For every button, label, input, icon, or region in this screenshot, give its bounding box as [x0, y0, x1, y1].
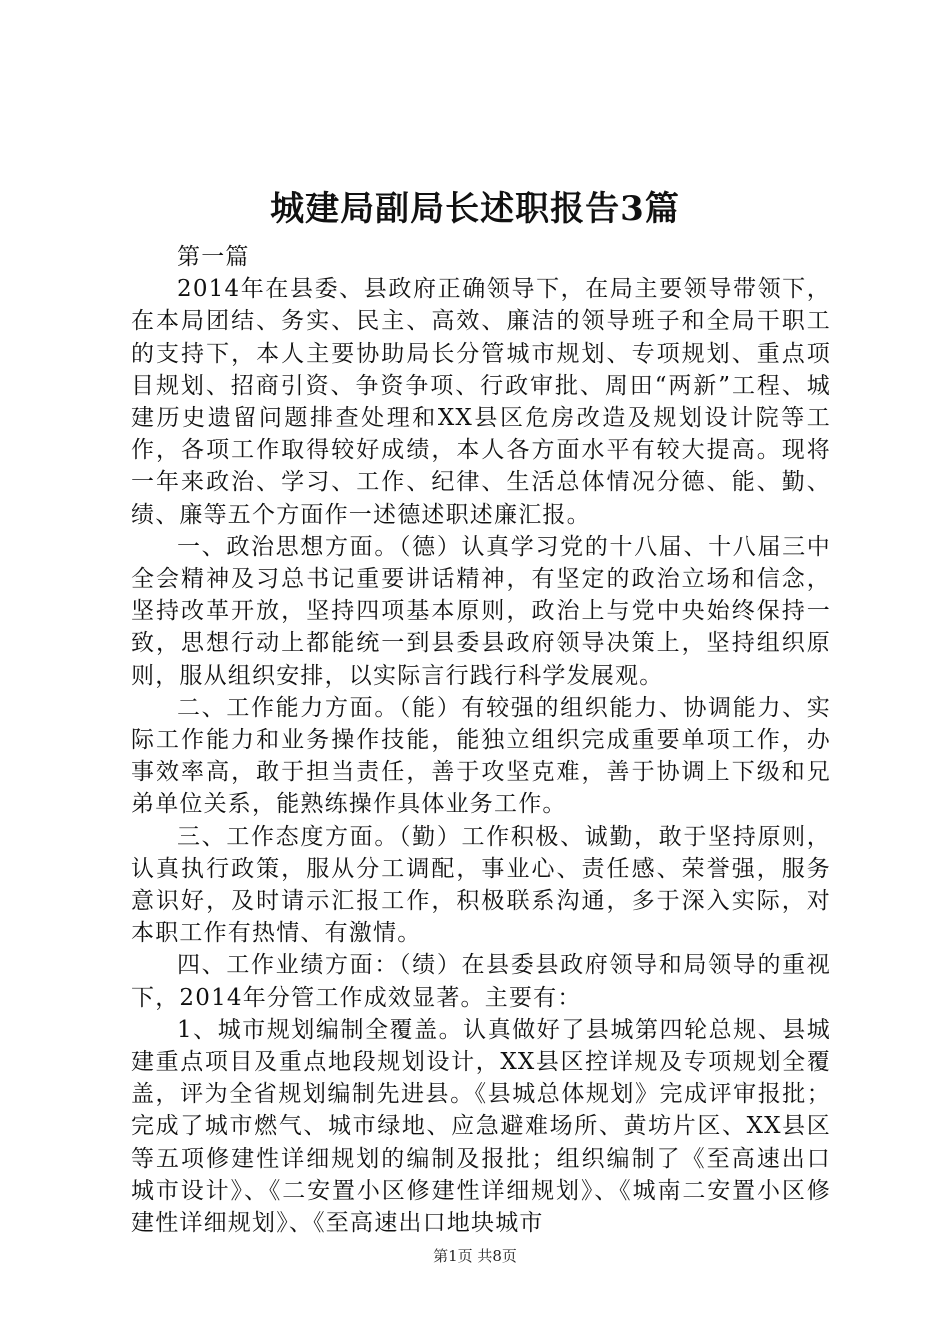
paragraph-attitude: 三、工作态度方面。（勤）工作积极、诚勤，敢于坚持原则，认真执行政策，服从分工调配，事业心、责任感、荣誉强，服务意识好，及时请示汇报工作，积极联系沟通，多于深入实际，对本职工作有热情、有激情。: [131, 823, 831, 947]
paragraph-intro: 2014年在县委、县政府正确领导下，在局主要领导带领下，在本局团结、务实、民主、高效、廉洁的领导班子和全局干职工的支持下，本人主要协助局长分管城市规划、专项规划、重点项目规划、招商引资、争资争项、行政审批、周田“两新”工程、城建历史遗留问题排查处理和XX县区危房改造及规划设计院等工作，各项工作取得较好成绩，本人各方面水平有较大提高。现将一年来政治、学习、工作、纪律、生活总体情况分德、能、勤、绩、廉等五个方面作一述德述职述廉汇报。: [131, 276, 831, 528]
paragraph-planning: 1、城市规划编制全覆盖。认真做好了县城第四轮总规、县城建重点项目及重点地段规划设计，XX县区控详规及专项规划全覆盖，评为全省规划编制先进县。《县城总体规划》完成评审报批；完成了城市燃气、城市绿地、应急避难场所、黄坊片区、XX县区等五项修建性详细规划的编制及报批；组织编制了《至高速出口城市设计》、《二安置小区修建性详细规划》、《城南二安置小区修建性详细规划》、《至高速出口地块城市: [131, 1016, 831, 1237]
document-body: [131, 241, 831, 1239]
section-heading: 第一篇: [177, 244, 250, 270]
paragraph-achievement: 四、工作业绩方面：（绩）在县委县政府领导和局领导的重视下，2014年分管工作成效显著。主要有：: [131, 952, 831, 1011]
page-footer: 第1页 共8页: [433, 1247, 517, 1265]
paragraph-political: 一、政治思想方面。（德）认真学习党的十八届、十八届三中全会精神及习总书记重要讲话精神，有坚定的政治立场和信念，坚持改革开放，坚持四项基本原则，政治上与党中央始终保持一致，思想行动上都能统一到县委县政府领导决策上，坚持组织原则，服从组织安排，以实际言行践行科学发展观。: [131, 533, 831, 689]
paragraph-ability: 二、工作能力方面。（能）有较强的组织能力、协调能力、实际工作能力和业务操作技能，能独立组织完成重要单项工作，办事效率高，敢于担当责任，善于攻坚克难，善于协调上下级和兄弟单位关系，能熟练操作具体业务工作。: [131, 694, 831, 818]
document-title: 城建局副局长述职报告3篇: [270, 189, 680, 229]
